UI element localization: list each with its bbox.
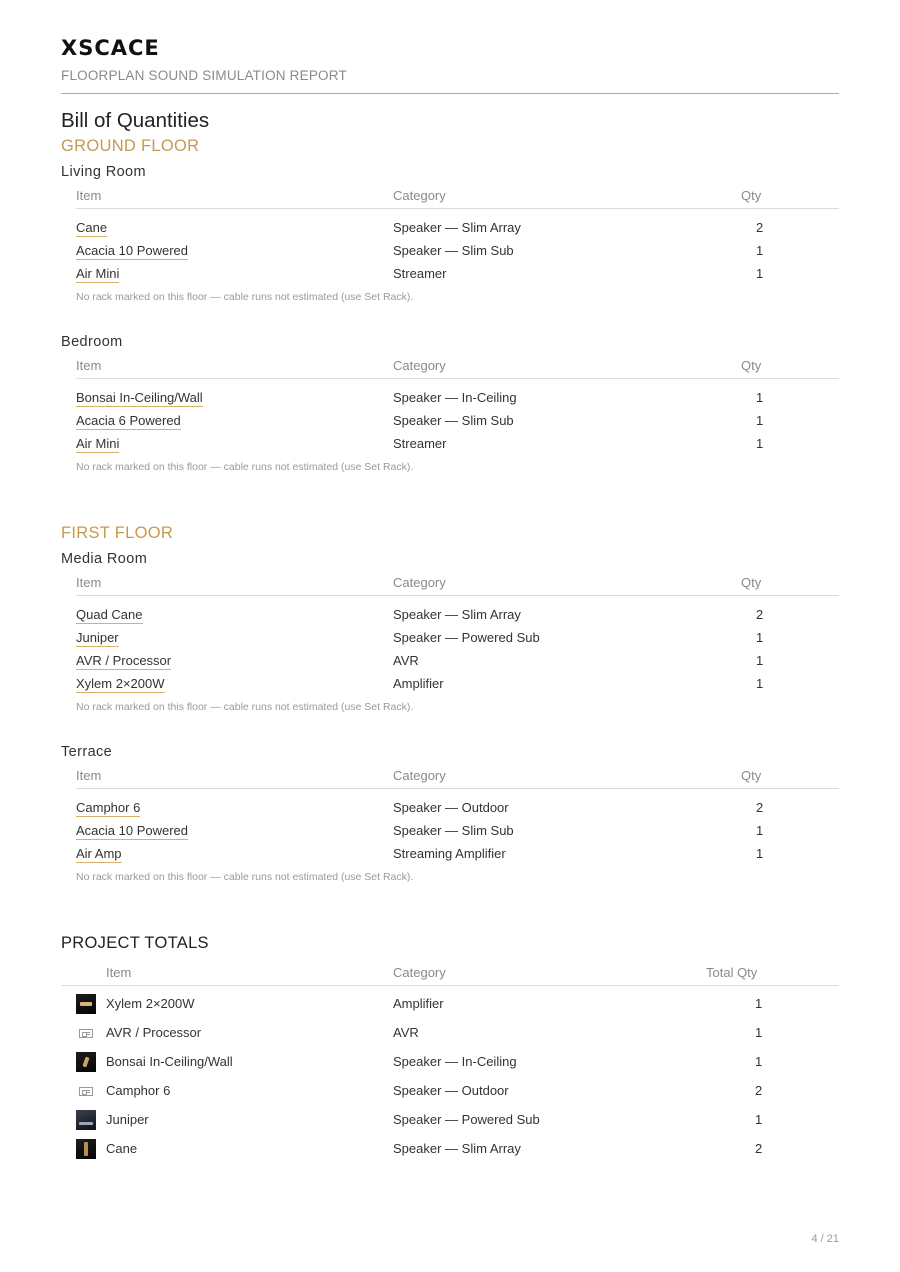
item-qty: 2: [756, 220, 764, 235]
totals-table: [61, 961, 839, 1163]
total-qty: 1: [755, 1025, 763, 1040]
column-header-qty: Qty: [741, 575, 762, 590]
total-qty: 2: [755, 1083, 763, 1098]
total-category: Speaker — Outdoor: [393, 1083, 509, 1098]
table-row: [61, 989, 839, 1018]
item-qty: 1: [756, 390, 764, 405]
amplifier-thumbnail: [76, 994, 96, 1014]
total-qty: 1: [755, 996, 763, 1011]
item-qty: 1: [756, 413, 764, 428]
table-row: [76, 649, 839, 672]
room-title-media-room: Media Room: [61, 551, 148, 567]
total-item: Juniper: [106, 1112, 149, 1127]
item-category: Speaker — Powered Sub: [393, 630, 540, 645]
column-header-category: Category: [393, 575, 446, 590]
table-header: [76, 571, 839, 596]
table-row: [61, 1134, 839, 1163]
column-header-category: Category: [393, 965, 446, 980]
room-table-bedroom: [76, 354, 839, 478]
item-category: Streaming Amplifier: [393, 846, 506, 861]
table-row: [76, 409, 839, 432]
column-header-qty: Qty: [741, 358, 762, 373]
item-category: AVR: [393, 653, 419, 668]
rack-note: No rack marked on this floor — cable runs not estimated (use Set Rack).: [76, 461, 414, 473]
room-title-terrace: Terrace: [61, 744, 113, 760]
room-title-bedroom: Bedroom: [61, 334, 123, 350]
rack-note: No rack marked on this floor — cable runs not estimated (use Set Rack).: [76, 871, 414, 883]
column-header-item: Item: [76, 188, 102, 203]
column-header-item: Item: [76, 768, 102, 783]
floor-title-first: FIRST FLOOR: [61, 524, 174, 542]
item-qty: 1: [756, 823, 764, 838]
item-link[interactable]: Acacia 10 Powered: [76, 823, 189, 838]
table-row: [61, 1047, 839, 1076]
item-category: Speaker — In-Ceiling: [393, 390, 517, 405]
item-link[interactable]: Acacia 6 Powered: [76, 413, 181, 428]
item-link[interactable]: Air Amp: [76, 846, 122, 861]
item-qty: 1: [756, 846, 764, 861]
page-number: 4 / 21: [811, 1233, 839, 1245]
table-row: [76, 239, 839, 262]
item-link[interactable]: AVR / Processor: [76, 653, 172, 668]
brand-logo: XSCACE: [61, 36, 160, 60]
report-content: [61, 108, 839, 1163]
item-link[interactable]: Cane: [76, 220, 108, 235]
item-link[interactable]: Bonsai In-Ceiling/Wall: [76, 390, 203, 405]
table-row: [76, 796, 839, 819]
total-category: Speaker — Slim Array: [393, 1141, 521, 1156]
item-category: Speaker — Slim Sub: [393, 413, 514, 428]
item-link[interactable]: Juniper: [76, 630, 119, 645]
floor-title-ground: GROUND FLOOR: [61, 137, 200, 155]
table-header: [61, 961, 839, 986]
total-item: Camphor 6: [106, 1083, 171, 1098]
table-header: [76, 184, 839, 209]
total-item: Bonsai In-Ceiling/Wall: [106, 1054, 233, 1069]
item-category: Speaker — Slim Sub: [393, 243, 514, 258]
item-category: Speaker — Outdoor: [393, 800, 509, 815]
item-link[interactable]: Air Mini: [76, 436, 120, 451]
total-category: Amplifier: [393, 996, 444, 1011]
total-item: Xylem 2×200W: [106, 996, 195, 1011]
room-table-terrace: [76, 764, 839, 888]
subwoofer-thumbnail: [76, 1110, 96, 1130]
total-category: Speaker — In-Ceiling: [393, 1054, 517, 1069]
column-header-qty: Qty: [741, 188, 762, 203]
report-subtitle: FLOORPLAN SOUND SIMULATION REPORT: [61, 68, 347, 83]
item-category: Streamer: [393, 266, 447, 281]
total-item: AVR / Processor: [106, 1025, 202, 1040]
item-link[interactable]: Acacia 10 Powered: [76, 243, 189, 258]
table-row: [61, 1076, 839, 1105]
column-header-category: Category: [393, 358, 446, 373]
section-title: Bill of Quantities: [61, 109, 210, 132]
item-category: Streamer: [393, 436, 447, 451]
column-header-item: Item: [76, 358, 102, 373]
table-row: [76, 626, 839, 649]
report-page: [61, 0, 839, 1272]
totals-title: PROJECT TOTALS: [61, 934, 209, 952]
total-category: AVR: [393, 1025, 419, 1040]
item-qty: 1: [756, 653, 764, 668]
total-category: Speaker — Powered Sub: [393, 1112, 540, 1127]
table-row: [76, 262, 839, 285]
placeholder-icon: [76, 1081, 96, 1101]
total-qty: 1: [755, 1054, 763, 1069]
total-item: Cane: [106, 1141, 138, 1156]
room-table-media-room: [76, 571, 839, 718]
item-qty: 1: [756, 266, 764, 281]
table-row: [61, 1018, 839, 1047]
item-qty: 2: [756, 607, 764, 622]
header-divider: [61, 93, 839, 94]
column-header-category: Category: [393, 188, 446, 203]
item-qty: 2: [756, 800, 764, 815]
item-link[interactable]: Xylem 2×200W: [76, 676, 165, 691]
column-header-qty: Qty: [741, 768, 762, 783]
item-qty: 1: [756, 676, 764, 691]
total-qty: 1: [755, 1112, 763, 1127]
slim-array-thumbnail: [76, 1139, 96, 1159]
item-link[interactable]: Camphor 6: [76, 800, 141, 815]
room-title-living-room: Living Room: [61, 164, 146, 180]
table-row: [61, 1105, 839, 1134]
rack-note: No rack marked on this floor — cable runs not estimated (use Set Rack).: [76, 291, 414, 303]
column-header-item: Item: [106, 965, 132, 980]
table-row: [76, 216, 839, 239]
column-header-total-qty: Total Qty: [706, 965, 758, 980]
table-row: [76, 386, 839, 409]
item-category: Speaker — Slim Array: [393, 607, 521, 622]
table-row: [76, 819, 839, 842]
placeholder-icon: [76, 1023, 96, 1043]
table-header: [76, 354, 839, 379]
item-category: Speaker — Slim Array: [393, 220, 521, 235]
room-table-living-room: [76, 184, 839, 308]
table-row: [76, 603, 839, 626]
in-ceiling-speaker-thumbnail: [76, 1052, 96, 1072]
item-qty: 1: [756, 243, 764, 258]
table-row: [76, 842, 839, 865]
item-category: Amplifier: [393, 676, 444, 691]
item-qty: 1: [756, 630, 764, 645]
rack-note: No rack marked on this floor — cable runs not estimated (use Set Rack).: [76, 701, 414, 713]
table-row: [76, 432, 839, 455]
table-header: [76, 764, 839, 789]
table-row: [76, 672, 839, 695]
item-link[interactable]: Air Mini: [76, 266, 120, 281]
item-qty: 1: [756, 436, 764, 451]
item-category: Speaker — Slim Sub: [393, 823, 514, 838]
item-link[interactable]: Quad Cane: [76, 607, 143, 622]
column-header-item: Item: [76, 575, 102, 590]
total-qty: 2: [755, 1141, 763, 1156]
column-header-category: Category: [393, 768, 446, 783]
